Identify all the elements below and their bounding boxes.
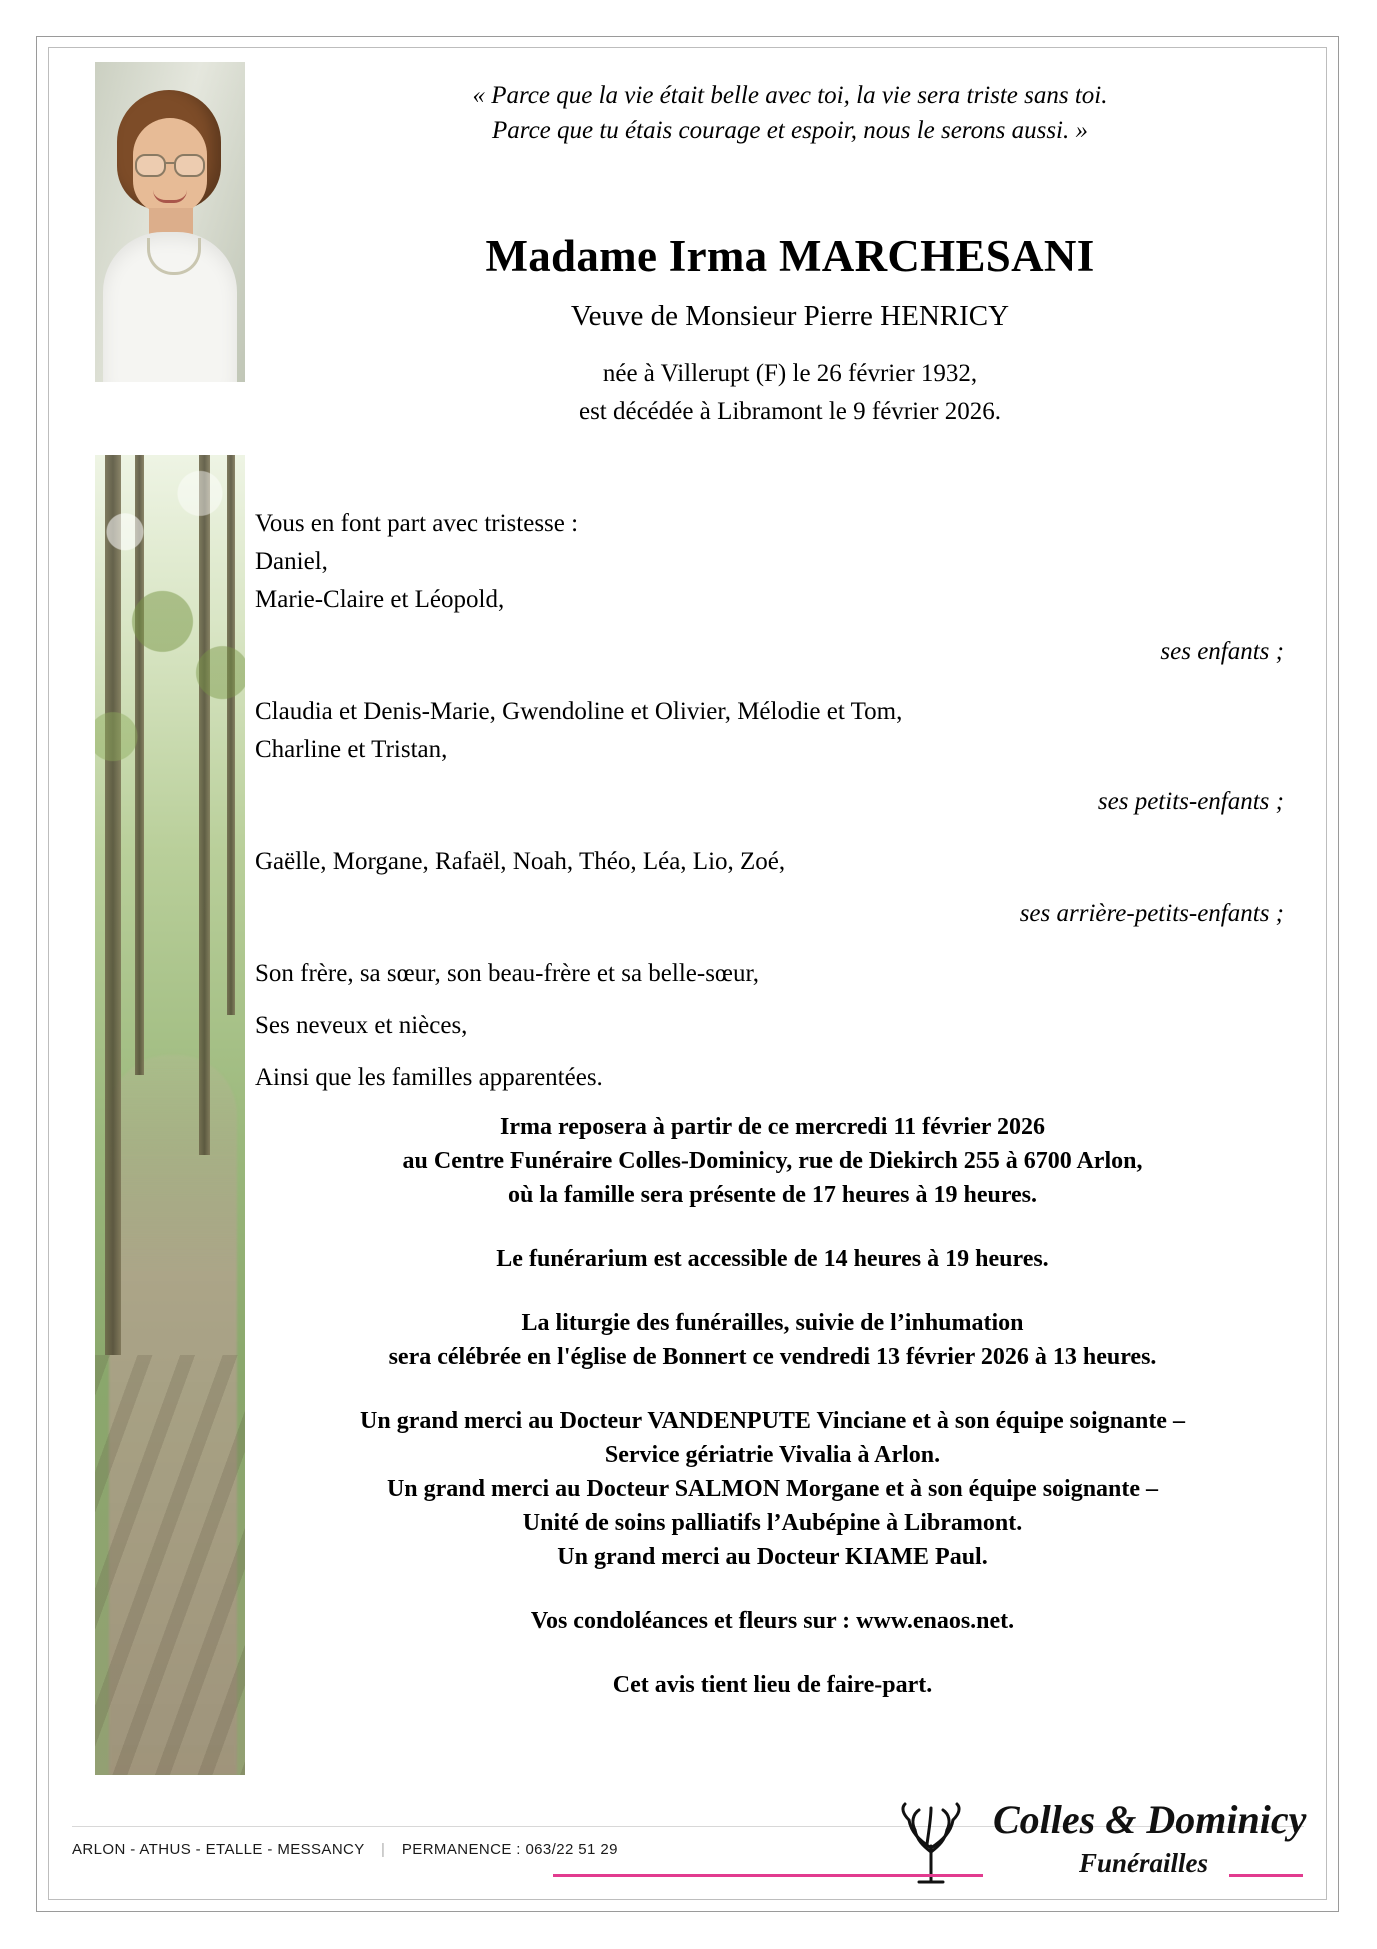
liturgy-line-2: sera célébrée en l'église de Bonnert ce vendredi 13 février 2026 à 13 heures.: [388, 1344, 1157, 1370]
birth-line: née à Villerupt (F) le 26 février 1932,: [602, 360, 978, 387]
company-logo: [883, 1790, 1307, 1900]
great-grandchildren-label: ses arrière-petits-enfants ;: [1019, 900, 1284, 927]
footer-permanence: PERMANENCE : 063/22 51 29: [401, 1841, 618, 1858]
announcement-block: [255, 505, 1290, 1097]
liturgy-line-1: La liturgie des funérailles, suivie de l’inhumation: [521, 1310, 1024, 1336]
deceased-spouse: Veuve de Monsieur Pierre HENRICY: [570, 300, 1010, 332]
condolences-info: [255, 1604, 1290, 1638]
forest-path-photo: [95, 455, 245, 1775]
child-1: Daniel,: [255, 548, 328, 575]
quote-line-1: « Parce que la vie était belle avec toi, la vie sera triste sans toi.: [472, 82, 1108, 109]
other-relatives-2: Ses neveux et nièces,: [255, 1012, 468, 1039]
accent-line-right: [1229, 1874, 1303, 1877]
footer-cities: ARLON - ATHUS - ETALLE - MESSANCY: [72, 1841, 365, 1858]
other-relatives-1: Son frère, sa sœur, son beau-frère et sa belle-sœur,: [255, 960, 760, 987]
death-line: est décédée à Libramont le 9 février 2026.: [578, 398, 1002, 425]
deceased-dates: [300, 355, 1280, 431]
repose-line-3: où la famille sera présente de 17 heures à 19 heures.: [507, 1182, 1038, 1208]
grandchildren-label: ses petits-enfants ;: [1097, 788, 1284, 815]
grandchild-2: Charline et Tristan,: [255, 736, 448, 763]
deceased-name: Madame Irma MARCHESANI: [485, 231, 1095, 281]
child-2: Marie-Claire et Léopold,: [255, 586, 505, 613]
footer-separator: |: [381, 1841, 386, 1858]
thanks-line-4: Unité de soins palliatifs l’Aubépine à Libramont.: [522, 1510, 1023, 1536]
quote-line-2: Parce que tu étais courage et espoir, nous le serons aussi. »: [492, 117, 1088, 144]
other-relatives-3: Ainsi que les familles apparentées.: [255, 1064, 603, 1091]
thanks-info: [255, 1404, 1290, 1574]
notice-info: [255, 1668, 1290, 1702]
ceremony-block: [255, 1110, 1290, 1702]
funerarium-line-1: Le funérarium est accessible de 14 heures à 19 heures.: [496, 1246, 1049, 1272]
repose-line-1: Irma reposera à partir de ce mercredi 11 février 2026: [500, 1114, 1045, 1140]
portrait-glasses: [135, 154, 205, 174]
children-label: ses enfants ;: [1160, 638, 1284, 665]
portrait-photo: [95, 62, 245, 382]
great-grandchild-1: Gaëlle, Morgane, Rafaël, Noah, Théo, Léa, Lio, Zoé,: [255, 848, 786, 875]
funerarium-info: [255, 1242, 1290, 1276]
thanks-line-2: Service gériatrie Vivalia à Arlon.: [604, 1442, 941, 1468]
condolences-line: Vos condoléances et fleurs sur : www.enaos.net.: [530, 1608, 1015, 1634]
notice-line: Cet avis tient lieu de faire-part.: [612, 1672, 933, 1698]
repose-line-2: au Centre Funéraire Colles-Dominicy, rue de Diekirch 255 à 6700 Arlon,: [402, 1148, 1143, 1174]
brand-name: Colles & Dominicy: [993, 1797, 1307, 1842]
thanks-line-1: Un grand merci au Docteur VANDENPUTE Vinciane et à son équipe soignante –: [360, 1408, 1185, 1434]
repose-info: [255, 1110, 1290, 1212]
brand-subtitle: Funérailles: [1079, 1848, 1209, 1878]
liturgy-info: [255, 1306, 1290, 1374]
accent-line-left: [553, 1874, 983, 1877]
thanks-line-5: Un grand merci au Docteur KIAME Paul.: [557, 1544, 988, 1570]
footer-contact: [72, 1841, 618, 1858]
thanks-line-3: Un grand merci au Docteur SALMON Morgane et à son équipe soignante –: [386, 1476, 1159, 1502]
memorial-quote: [300, 78, 1280, 148]
grandchild-1: Claudia et Denis-Marie, Gwendoline et Olivier, Mélodie et Tom,: [255, 698, 903, 725]
announcement-intro: Vous en font part avec tristesse :: [255, 510, 579, 537]
